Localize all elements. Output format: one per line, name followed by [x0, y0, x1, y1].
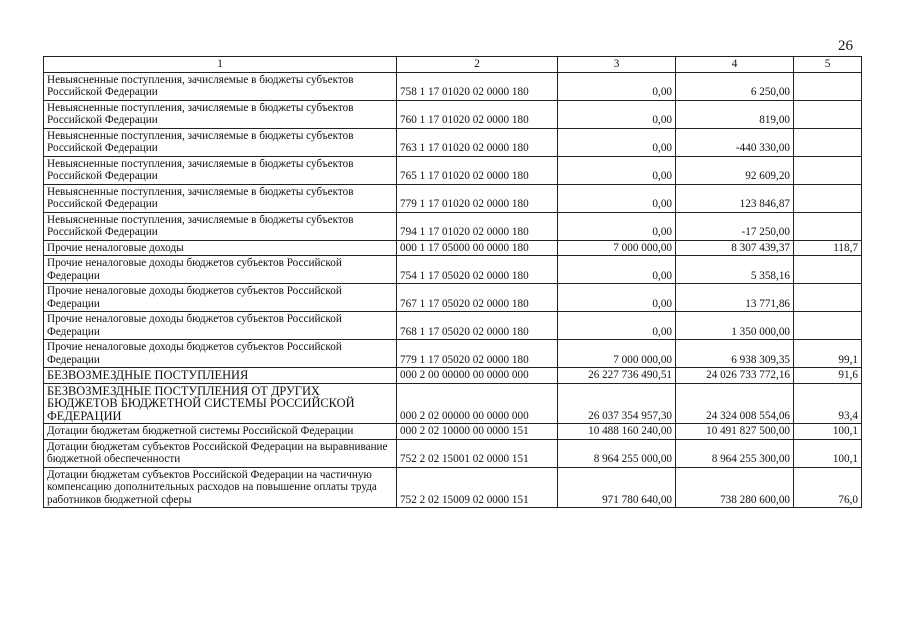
row-actual-amount-cell: 5 358,16	[676, 256, 794, 284]
row-code-cell: 779 1 17 05020 02 0000 180	[397, 340, 558, 368]
row-plan-amount-cell: 0,00	[558, 156, 676, 184]
row-percent-cell	[794, 184, 862, 212]
row-plan-amount-cell: 7 000 000,00	[558, 340, 676, 368]
row-percent-cell: 93,4	[794, 383, 862, 424]
row-name-cell: Невыясненные поступления, зачисляемые в бюджеты субъектов Российской Федерации	[44, 100, 397, 128]
table-row	[44, 312, 862, 340]
row-name-cell: Невыясненные поступления, зачисляемые в бюджеты субъектов Российской Федерации	[44, 184, 397, 212]
row-actual-amount-cell: 24 026 733 772,16	[676, 368, 794, 384]
table-row	[44, 256, 862, 284]
row-actual-amount-cell: 13 771,86	[676, 284, 794, 312]
row-percent-cell	[794, 100, 862, 128]
row-actual-amount-cell: 8 964 255 300,00	[676, 439, 794, 467]
row-actual-amount-cell: -17 250,00	[676, 212, 794, 240]
table-row	[44, 72, 862, 100]
row-name-cell: БЕЗВОЗМЕЗДНЫЕ ПОСТУПЛЕНИЯ ОТ ДРУГИХ БЮДЖЕТОВ БЮДЖЕТНОЙ СИСТЕМЫ РОССИЙСКОЙ ФЕДЕРАЦИИ	[44, 383, 397, 424]
row-code-cell: 794 1 17 01020 02 0000 180	[397, 212, 558, 240]
row-actual-amount-cell: 1 350 000,00	[676, 312, 794, 340]
row-plan-amount-cell: 0,00	[558, 72, 676, 100]
column-number-header-row	[44, 57, 862, 73]
row-code-cell: 000 2 00 00000 00 0000 000	[397, 368, 558, 384]
table-row	[44, 212, 862, 240]
table-row	[44, 156, 862, 184]
row-code-cell: 754 1 17 05020 02 0000 180	[397, 256, 558, 284]
row-percent-cell	[794, 212, 862, 240]
row-percent-cell: 100,1	[794, 424, 862, 440]
table-row	[44, 467, 862, 508]
row-plan-amount-cell: 26 227 736 490,51	[558, 368, 676, 384]
row-plan-amount-cell: 26 037 354 957,30	[558, 383, 676, 424]
row-actual-amount-cell: 6 938 309,35	[676, 340, 794, 368]
row-name-cell: Прочие неналоговые доходы бюджетов субъектов Российской Федерации	[44, 312, 397, 340]
row-code-cell: 768 1 17 05020 02 0000 180	[397, 312, 558, 340]
row-percent-cell	[794, 156, 862, 184]
row-percent-cell: 76,0	[794, 467, 862, 508]
column-header-5: 5	[794, 57, 862, 73]
table-row	[44, 383, 862, 424]
row-plan-amount-cell: 0,00	[558, 184, 676, 212]
row-code-cell: 760 1 17 01020 02 0000 180	[397, 100, 558, 128]
column-header-1: 1	[44, 57, 397, 73]
row-percent-cell	[794, 72, 862, 100]
column-header-3: 3	[558, 57, 676, 73]
row-actual-amount-cell: 8 307 439,37	[676, 240, 794, 256]
table-row	[44, 284, 862, 312]
row-name-cell: Невыясненные поступления, зачисляемые в бюджеты субъектов Российской Федерации	[44, 72, 397, 100]
table-row	[44, 439, 862, 467]
row-actual-amount-cell: -440 330,00	[676, 128, 794, 156]
row-plan-amount-cell: 971 780 640,00	[558, 467, 676, 508]
row-code-cell: 752 2 02 15009 02 0000 151	[397, 467, 558, 508]
table-row	[44, 424, 862, 440]
row-name-cell: Дотации бюджетам субъектов Российской Федерации на выравнивание бюджетной обеспеченности	[44, 439, 397, 467]
row-name-cell: Невыясненные поступления, зачисляемые в бюджеты субъектов Российской Федерации	[44, 128, 397, 156]
row-code-cell: 765 1 17 01020 02 0000 180	[397, 156, 558, 184]
row-name-cell: Прочие неналоговые доходы	[44, 240, 397, 256]
row-percent-cell	[794, 312, 862, 340]
row-name-cell: Прочие неналоговые доходы бюджетов субъектов Российской Федерации	[44, 340, 397, 368]
table-body	[44, 72, 862, 508]
row-plan-amount-cell: 0,00	[558, 100, 676, 128]
row-code-cell: 000 1 17 05000 00 0000 180	[397, 240, 558, 256]
row-code-cell: 000 2 02 00000 00 0000 000	[397, 383, 558, 424]
row-name-cell: Дотации бюджетам субъектов Российской Федерации на частичную компенсацию дополнительных расходов на повышение оплаты труда работников бюджетной сферы	[44, 467, 397, 508]
row-actual-amount-cell: 92 609,20	[676, 156, 794, 184]
row-actual-amount-cell: 10 491 827 500,00	[676, 424, 794, 440]
column-header-4: 4	[676, 57, 794, 73]
row-actual-amount-cell: 123 846,87	[676, 184, 794, 212]
row-plan-amount-cell: 0,00	[558, 212, 676, 240]
table-row	[44, 100, 862, 128]
row-actual-amount-cell: 819,00	[676, 100, 794, 128]
row-percent-cell	[794, 128, 862, 156]
row-plan-amount-cell: 7 000 000,00	[558, 240, 676, 256]
column-header-2: 2	[397, 57, 558, 73]
row-code-cell: 000 2 02 10000 00 0000 151	[397, 424, 558, 440]
table-row	[44, 340, 862, 368]
row-actual-amount-cell: 6 250,00	[676, 72, 794, 100]
row-actual-amount-cell: 738 280 600,00	[676, 467, 794, 508]
row-plan-amount-cell: 0,00	[558, 128, 676, 156]
row-percent-cell: 99,1	[794, 340, 862, 368]
row-percent-cell: 91,6	[794, 368, 862, 384]
table-row	[44, 128, 862, 156]
budget-revenue-table	[43, 56, 862, 508]
row-name-cell: БЕЗВОЗМЕЗДНЫЕ ПОСТУПЛЕНИЯ	[44, 368, 397, 384]
row-plan-amount-cell: 0,00	[558, 312, 676, 340]
row-code-cell: 752 2 02 15001 02 0000 151	[397, 439, 558, 467]
row-percent-cell	[794, 256, 862, 284]
row-plan-amount-cell: 0,00	[558, 256, 676, 284]
row-name-cell: Прочие неналоговые доходы бюджетов субъектов Российской Федерации	[44, 284, 397, 312]
row-code-cell: 758 1 17 01020 02 0000 180	[397, 72, 558, 100]
row-name-cell: Прочие неналоговые доходы бюджетов субъектов Российской Федерации	[44, 256, 397, 284]
table-row	[44, 184, 862, 212]
row-plan-amount-cell: 10 488 160 240,00	[558, 424, 676, 440]
row-name-cell: Дотации бюджетам бюджетной системы Российской Федерации	[44, 424, 397, 440]
row-percent-cell: 100,1	[794, 439, 862, 467]
page-number: 26	[838, 38, 853, 54]
row-percent-cell	[794, 284, 862, 312]
table-row	[44, 368, 862, 384]
row-code-cell: 767 1 17 05020 02 0000 180	[397, 284, 558, 312]
row-name-cell: Невыясненные поступления, зачисляемые в бюджеты субъектов Российской Федерации	[44, 156, 397, 184]
row-plan-amount-cell: 8 964 255 000,00	[558, 439, 676, 467]
row-actual-amount-cell: 24 324 008 554,06	[676, 383, 794, 424]
row-code-cell: 779 1 17 01020 02 0000 180	[397, 184, 558, 212]
row-code-cell: 763 1 17 01020 02 0000 180	[397, 128, 558, 156]
row-plan-amount-cell: 0,00	[558, 284, 676, 312]
row-name-cell: Невыясненные поступления, зачисляемые в бюджеты субъектов Российской Федерации	[44, 212, 397, 240]
row-percent-cell: 118,7	[794, 240, 862, 256]
table-row	[44, 240, 862, 256]
